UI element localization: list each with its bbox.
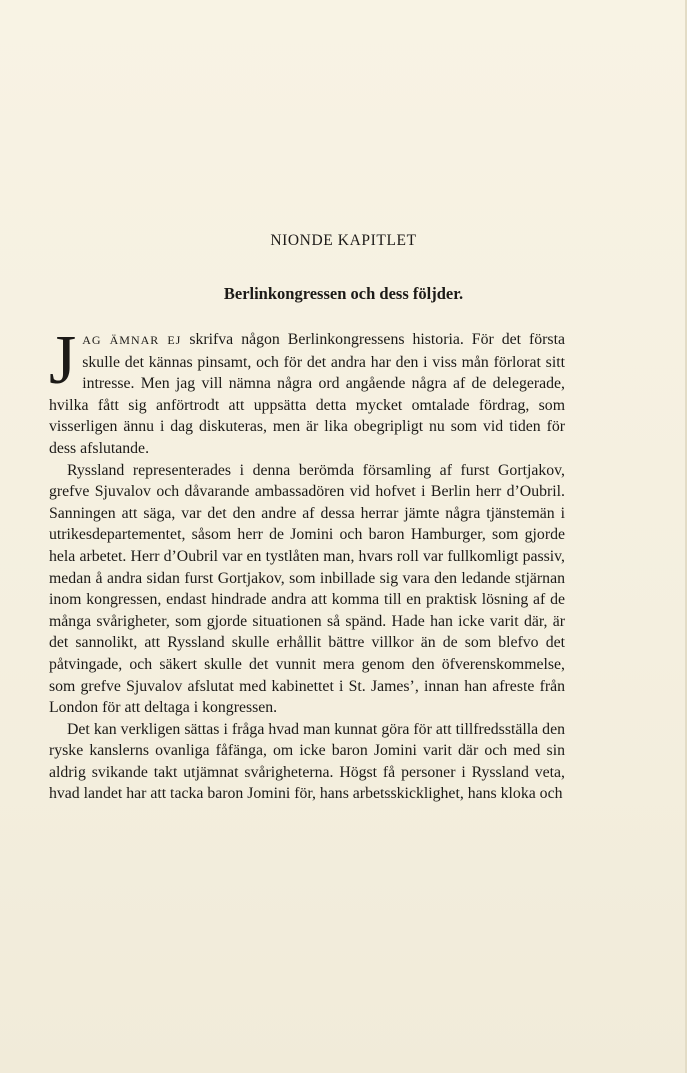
- paragraph-1-text: skrifva någon Berlinkongressens historia. För det första skulle det kännas pinsamt, och för det andra har den i viss mån förlorat sitt intresse. Men jag vill nämna några ord angående några af de delegerade, hvilka fått sig anförtrodt att uppsätta detta mycket omtalade fördrag, som visserligen ännu i dag diskuteras, men är lika obegripligt nu som vid tiden för dess afslutande.: [49, 331, 565, 457]
- drop-cap: J: [49, 322, 77, 399]
- chapter-title: Berlinkongressen och dess följder.: [223, 284, 464, 303]
- paragraph-3: Det kan verkligen sättas i fråga hvad man kunnat göra för att tillfredsställa den ryske kanslerns ovanliga fåfänga, om icke baron Jomini varit där och med sin aldrig svikande takt utjämnat svårigheterna. Högst få personer i Ryssland veta, hvad landet har att tacka baron Jomini för, hans arbetsskicklighet, hans kloka och: [49, 720, 565, 803]
- paragraph-2: Ryssland representerades i denna berömda församling af furst Gortjakov, grefve Sjuvalov och dåvarande ambassadören vid hofvet i Berlin herr d’Oubril. Sanningen att säga, var det den andre af dessa herrar jämte några tjänstemän i utrikesdepartementet, såsom herr de Jomini och baron Hamburger, som gjorde hela arbetet. Herr d’Oubril var en tystlåten man, hvars roll var fullkomligt passiv, medan å andra sidan furst Gortjakov, som inbillade sig vara den ledande stjärnan inom kongressen, endast hindrade andra att komma till en praktisk lösning af de många svårigheter, som gjorde situationen så spänd. Hade han icke varit där, är det sannolikt, att Ryssland skulle erhållit bättre villkor än de som blefvo det påtvingade, och säkert skulle det vunnit mera genom den öfverenskommelse, som grefve Sjuvalov afslutat med kabinettet i St. James’, innan han afreste från London för att deltaga i kongressen.: [49, 461, 565, 717]
- lead-smallcaps: AG ÄMNAR EJ: [82, 333, 182, 347]
- paragraph-1: [49, 322, 565, 460]
- chapter-label: NIONDE KAPITLET: [270, 232, 417, 249]
- body-text: [49, 322, 565, 805]
